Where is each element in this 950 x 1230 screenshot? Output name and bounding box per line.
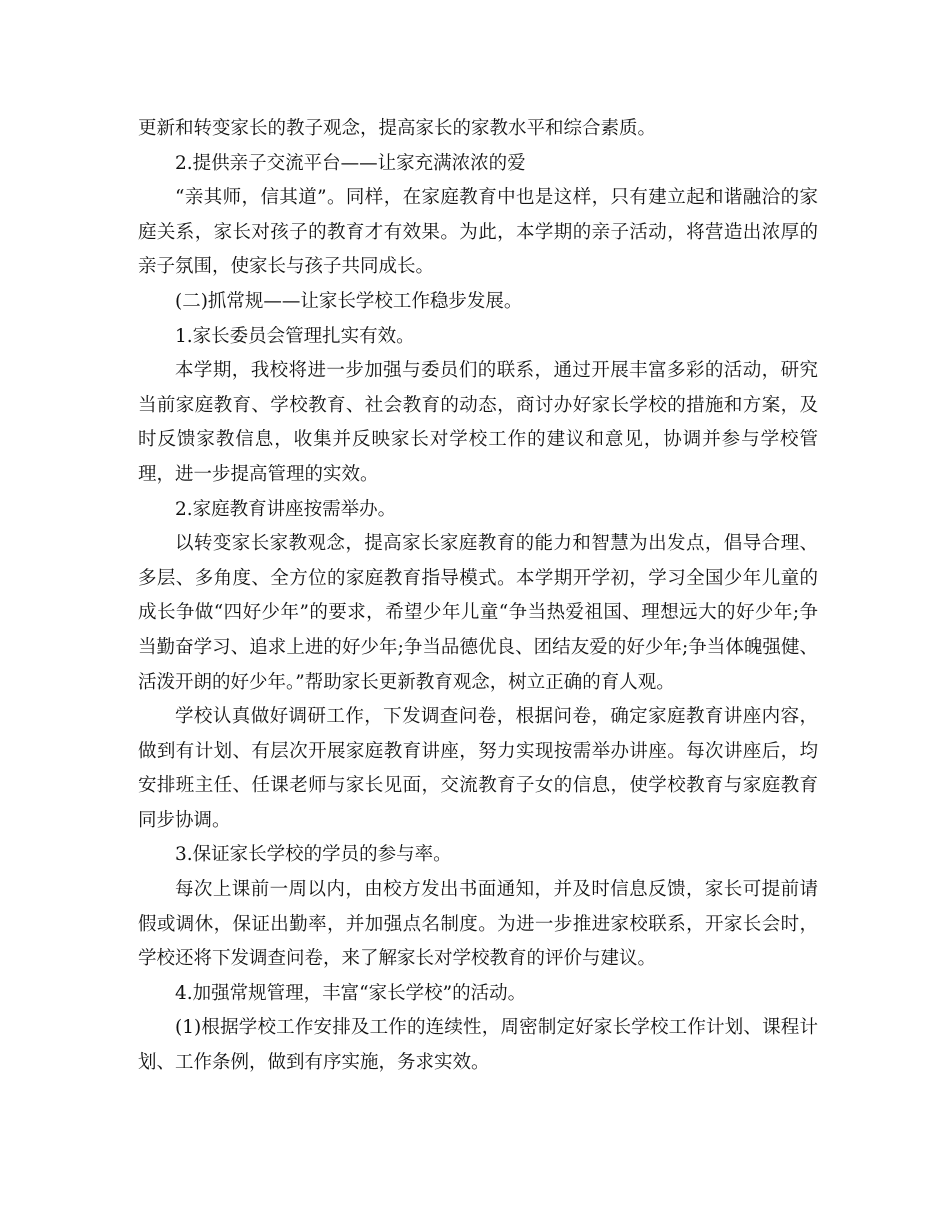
paragraph: 本学期，我校将进一步加强与委员们的联系，通过开展丰富多彩的活动，研究当前家庭教育、学校教育、社会教育的动态，商讨办好家长学校的措施和方案，及时反馈家教信息，收集并反映家长对学校工作的建议和意见，协调并参与学校管理，进一步提高管理的实效。 xyxy=(138,360,818,485)
paragraph: (1)根据学校工作安排及工作的连续性，周密制定好家长学校工作计划、课程计划、工作条例，做到有序实施，务求实效。 xyxy=(138,1017,818,1074)
section-heading-routine: (二)抓常规——让家长学校工作稳步发展。 xyxy=(175,290,523,312)
paragraph: 以转变家长家教观念，提高家长家庭教育的能力和智慧为出发点，倡导合理、多层、多角度、全方位的家庭教育指导模式。本学期开学初，学习全国少年儿童的成长争做“四好少年”的要求，希望少年儿童“争当热爱祖国、理想远大的好少年;争当勤奋学习、追求上进的好少年;争当品德优良、团结友爱的好少年;争当体魄强健、活泼开朗的好少年。”帮助家长更新教育观念，树立正确的育人观。 xyxy=(138,533,818,693)
subheading-routine-management: 4.加强常规管理，丰富“家长学校”的活动。 xyxy=(175,982,527,1004)
paragraph: 每次上课前一周以内，由校方发出书面通知，并及时信息反馈，家长可提前请假或调休，保证出勤率，并加强点名制度。为进一步推进家校联系，开家长会时，学校还将下发调查问卷，来了解家长对学校教育的评价与建议。 xyxy=(138,879,818,970)
paragraph-continuation: 更新和转变家长的教子观念，提高家长的家教水平和综合素质。 xyxy=(138,118,657,139)
paragraph: “亲其师，信其道”。同样，在家庭教育中也是这样，只有建立起和谐融洽的家庭关系，家长对孩子的教育才有效果。为此，本学期的亲子活动，将营造出浓厚的亲子氛围，使家长与孩子共同成长。 xyxy=(138,187,818,278)
paragraph: 学校认真做好调研工作，下发调查问卷，根据问卷，确定家庭教育讲座内容，做到有计划、有层次开展家庭教育讲座，努力实现按需举办讲座。每次讲座后，均安排班主任、任课老师与家长见面，交流教育子女的信息，使学校教育与家庭教育同步协调。 xyxy=(138,706,818,831)
subheading-parent-committee: 1.家长委员会管理扎实有效。 xyxy=(175,325,415,347)
subheading-participation: 3.保证家长学校的学员的参与率。 xyxy=(175,844,452,866)
subheading-lectures: 2.家庭教育讲座按需举办。 xyxy=(175,498,397,520)
document-body xyxy=(138,112,818,1081)
subheading-parent-child-platform: 2.提供亲子交流平台——让家充满浓浓的爱 xyxy=(175,152,526,174)
